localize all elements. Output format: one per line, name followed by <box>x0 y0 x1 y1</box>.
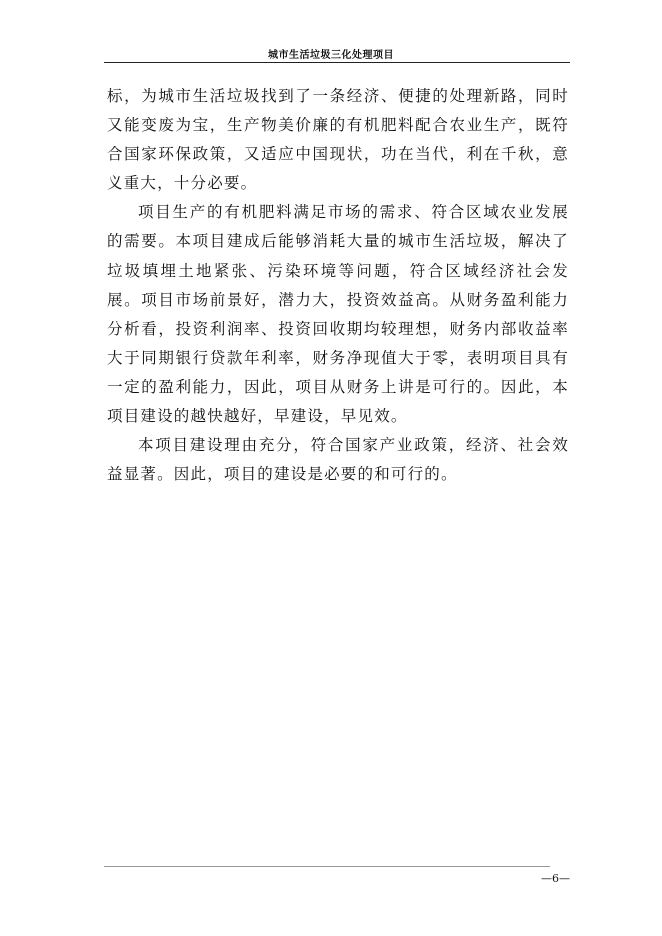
header-divider <box>104 62 570 63</box>
page-number: —6— <box>541 872 570 885</box>
document-body <box>107 82 569 489</box>
running-header-title: 城市生活垃圾三化处理项目 <box>268 50 394 61</box>
paragraph-conclusion: 本项目建设理由充分，符合国家产业政策，经济、社会效益显著。因此，项目的建设是必要的和可行的。 <box>107 436 569 484</box>
footer-divider <box>104 866 550 867</box>
paragraph-continuation: 标，为城市生活垃圾找到了一条经济、便捷的处理新路，同时又能变废为宝，生产物美价廉的有机肥料配合农业生产，既符合国家环保政策，又适应中国现状，功在当代，利在千秋，意义重大，十分必要。 <box>107 87 569 193</box>
paragraph-project-benefits: 项目生产的有机肥料满足市场的需求、符合区域农业发展的需要。本项目建成后能够消耗大量的城市生活垃圾，解决了垃圾填埋土地紧张、污染环境等问题，符合区域经济社会发展。项目市场前景好，潜力大，投资效益高。从财务盈利能力分析看，投资利润率、投资回收期均较理想，财务内部收益率大于同期银行贷款年利率，财务净现值大于零，表明项目具有一定的盈利能力，因此，项目从财务上讲是可行的。因此，本项目建设的越快越好，早建设，早见效。 <box>107 203 569 426</box>
